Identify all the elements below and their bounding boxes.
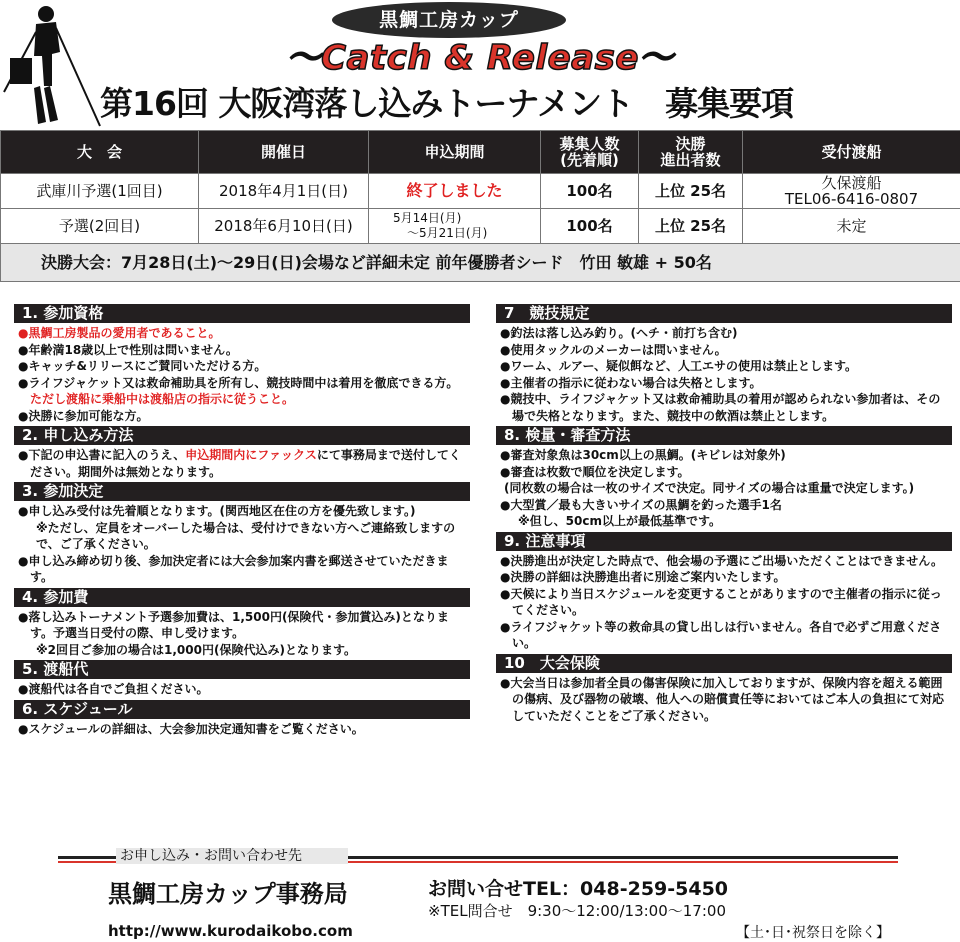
section-title: 4. 参加費	[14, 588, 470, 607]
col-header-period: 申込期間	[369, 131, 541, 174]
list-item: ●黒鯛工房製品の愛用者であること。	[18, 325, 470, 342]
schedule-header-row	[1, 131, 960, 174]
section-body	[18, 681, 470, 698]
note-item: ※2回目ご参加の場合は1,000円(保険代込み)となります。	[18, 642, 470, 659]
boat-tel: TEL06-6416-0807	[743, 191, 960, 207]
col-header-capacity: 募集人数 (先着順)	[541, 131, 639, 174]
section-body	[18, 447, 470, 480]
cell-date: 2018年4月1日(日)	[199, 174, 369, 209]
rules-right-column	[496, 304, 952, 726]
item-text: にて事務局まで送付してください。期間外は無効となります。	[30, 448, 461, 479]
section-title: 9. 注意事項	[496, 532, 952, 551]
item-text: ●ライフジャケット又は救命補助具を所有し、競技時間中は着用を徹底できる方。	[18, 376, 458, 390]
boat-name: 久保渡船	[743, 175, 960, 191]
cell-event: 予選(2回目)	[1, 209, 199, 244]
list-item: ●釣法は落し込み釣り。(ヘチ・前打ち含む)	[500, 325, 952, 342]
website-link[interactable]: http://www.kurodaikobo.com	[108, 922, 353, 940]
section-body	[500, 325, 952, 424]
section-title: 10 大会保険	[496, 654, 952, 673]
cell-period	[369, 209, 541, 244]
list-item: ●決勝に参加可能な方。	[18, 408, 470, 425]
list-item: ●決勝進出が決定した時点で、他会場の予選にご出場いただくことはできません。	[500, 553, 952, 570]
note-item: ※ただし、定員をオーバーした場合は、受付けできない方へご連絡致しますので、ご了承ください。	[18, 520, 470, 553]
list-item: ●年齢満18歳以上で性別は問いません。	[18, 342, 470, 359]
cell-date: 2018年6月10日(日)	[199, 209, 369, 244]
section-body	[18, 609, 470, 659]
list-item: ●申し込み締め切り後、参加決定者には大会参加案内書を郵送させていただきます。	[18, 553, 470, 586]
section-title: 6. スケジュール	[14, 700, 470, 719]
cell-event: 武庫川予選(1回目)	[1, 174, 199, 209]
list-item: ●使用タックルのメーカーは問いません。	[500, 342, 952, 359]
rules-left-column	[14, 304, 470, 739]
section-body	[500, 675, 952, 725]
contact-label: お申し込み・お問い合わせ先	[116, 848, 348, 864]
final-row	[1, 244, 960, 282]
list-item: ●キャッチ&リリースにご賛同いただける方。	[18, 358, 470, 375]
list-item: ●ライフジャケット等の救命具の貸し出しは行いません。各自で必ずご用意ください。	[500, 619, 952, 652]
contact-tel: お問い合せTEL：048-259-5450	[428, 874, 728, 901]
list-item	[18, 375, 470, 408]
period-end: 〜5月21日(月)	[393, 226, 540, 241]
list-item: ●審査対象魚は30cm以上の黒鯛。(キビレは対象外)	[500, 447, 952, 464]
col-header-finalists: 決勝 進出者数	[639, 131, 743, 174]
list-item: ●決勝の詳細は決勝進出者に別途ご案内いたします。	[500, 569, 952, 586]
section-body	[500, 447, 952, 530]
angler-silhouette-icon	[0, 2, 110, 130]
section-title: 5. 渡船代	[14, 660, 470, 679]
list-item: ●主催者の指示に従わない場合は失格とします。	[500, 375, 952, 392]
section-body	[18, 325, 470, 424]
list-item: ●落し込みトーナメント予選参加費は、1,500円(保険代・参加賞込み)となります。予選当日受付の際、申し受けます。	[18, 609, 470, 642]
catch-release-title: 〜Catch & Release〜	[270, 30, 690, 79]
col-header-event: 大 会	[1, 131, 199, 174]
cell-finalists: 上位 25名	[639, 174, 743, 209]
cell-period-ended: 終了しました	[369, 174, 541, 209]
section-body	[18, 503, 470, 586]
section-title: 8. 検量・審査方法	[496, 426, 952, 445]
section-title: 3. 参加決定	[14, 482, 470, 501]
note-item: ※但し、50cm以上が最低基準です。	[500, 513, 952, 530]
cup-name-badge: 黒鯛工房カップ	[332, 2, 566, 38]
list-item: ●ワーム、ルアー、疑似餌など、人工エサの使用は禁止とします。	[500, 358, 952, 375]
holiday-note: 【土･日･祝祭日を除く】	[736, 922, 890, 942]
period-start: 5月14日(月)	[393, 211, 540, 226]
list-item: ●スケジュールの詳細は、大会参加決定通知書をご覧ください。	[18, 721, 470, 738]
list-item: ●審査は枚数で順位を決定します。	[500, 464, 952, 481]
section-title: 2. 申し込み方法	[14, 426, 470, 445]
final-info: 決勝大会：7月28日(土)〜29日(日)会場など詳細未定 前年優勝者シード 竹田 敏雄 + 50名	[1, 244, 960, 282]
list-item	[18, 447, 470, 480]
list-item: ●天候により当日スケジュールを変更することがありますので主催者の指示に従ってください。	[500, 586, 952, 619]
cell-capacity: 100名	[541, 209, 639, 244]
cell-finalists: 上位 25名	[639, 209, 743, 244]
list-item: ●大型賞／最も大きいサイズの黒鯛を釣った選手1名	[500, 497, 952, 514]
note-item: (同枚数の場合は一枚のサイズで決定。同サイズの場合は重量で決定します。)	[500, 480, 952, 497]
section-title: 7 競技規定	[496, 304, 952, 323]
list-item: ●大会当日は参加者全員の傷害保険に加入しておりますが、保険内容を超える範囲の傷病、及び器物の破壊、他人への賠償責任等においてはご本人の負担にて対応していただくことをご了承ください。	[500, 675, 952, 725]
col-header-boat: 受付渡船	[743, 131, 960, 174]
col-header-date: 開催日	[199, 131, 369, 174]
list-item: ●競技中、ライフジャケット又は救命補助具の着用が認められない参加者は、その場で失格となります。また、競技中の飲酒は禁止とします。	[500, 391, 952, 424]
cell-boat	[743, 174, 960, 209]
item-text-red: 申込期間内にファックス	[185, 448, 317, 462]
item-text: ●下記の申込書に記入のうえ、	[18, 448, 185, 462]
schedule-table	[0, 130, 960, 282]
list-item: ●渡船代は各自でご負担ください。	[18, 681, 470, 698]
contact-hours: ※TEL問合せ 9:30〜12:00/13:00〜17:00	[428, 900, 726, 921]
item-text-red: ただし渡船に乗船中は渡船店の指示に従うこと。	[30, 392, 294, 406]
table-row	[1, 174, 960, 209]
office-name: 黒鯛工房カップ事務局	[108, 874, 348, 909]
list-item: ●申し込み受付は先着順となります。(関西地区在住の方を優先致します。)	[18, 503, 470, 520]
table-row	[1, 209, 960, 244]
page-title: 第16回 大阪湾落し込みトーナメント 募集要項	[100, 78, 900, 125]
section-body	[500, 553, 952, 652]
cell-boat: 未定	[743, 209, 960, 244]
section-body	[18, 721, 470, 738]
cell-capacity: 100名	[541, 174, 639, 209]
section-title: 1. 参加資格	[14, 304, 470, 323]
